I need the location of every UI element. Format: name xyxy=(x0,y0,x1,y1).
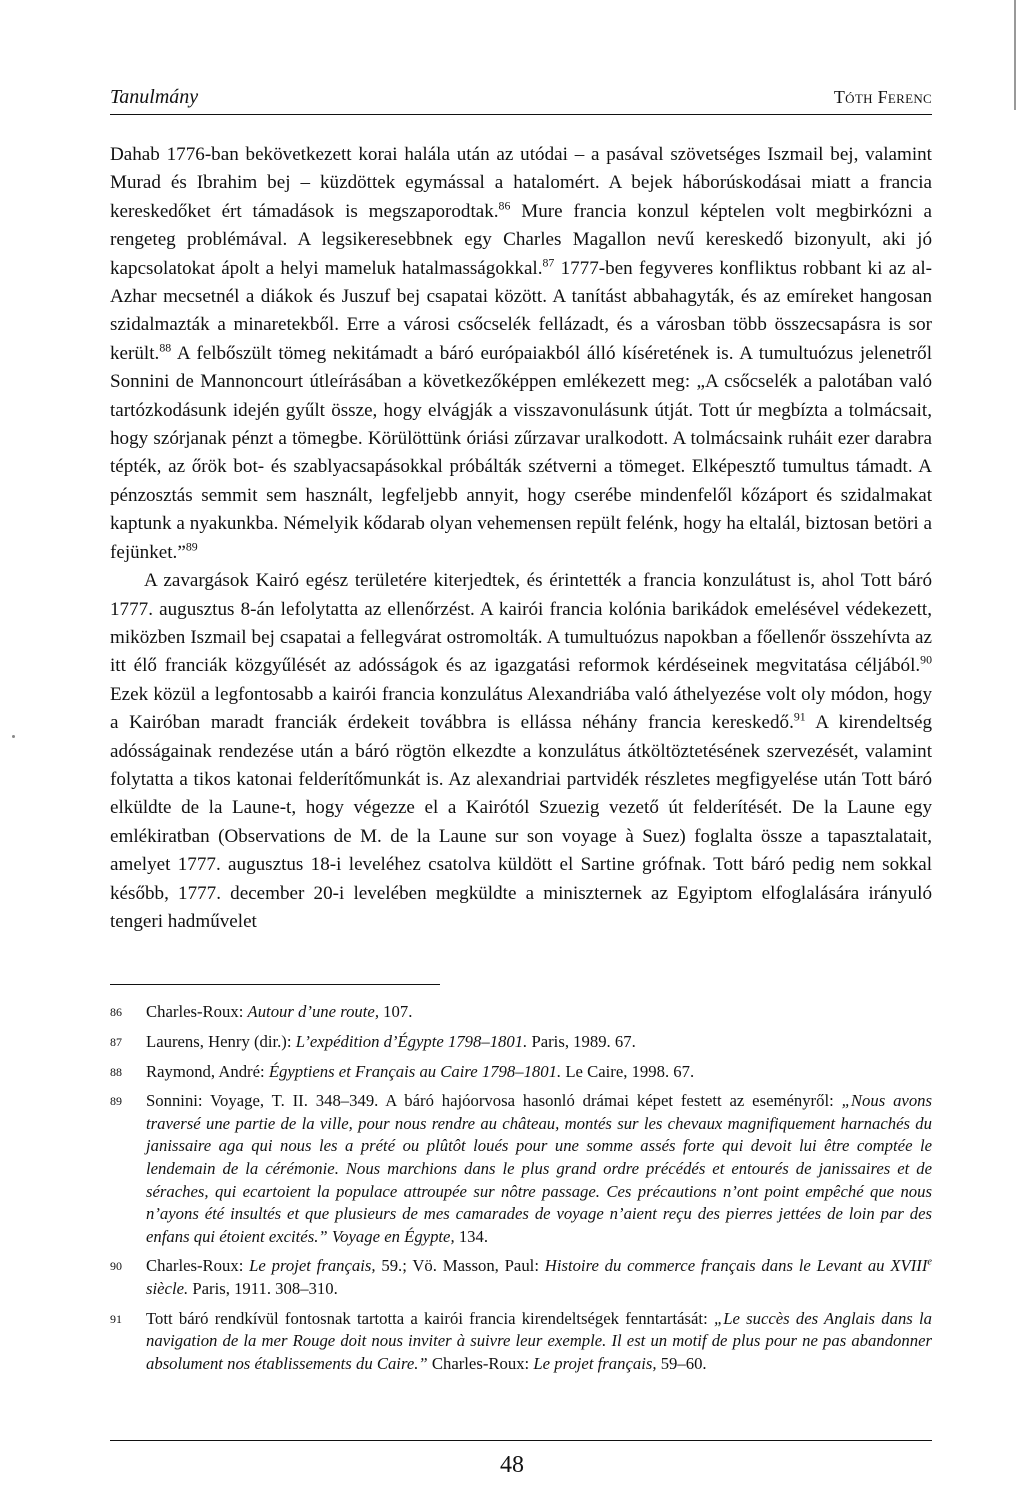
text-run: A kirendeltség adósságainak rendezése után a báró rögtön elkezdte a konzulátus átköltöztetésének szervezését, valamint folytatta a tikos katonai felderítőmunkát is. Az alexandriai partvidék részletes megfigyelése után Tott báró elküldte de la Laune-t, hogy végezze el a Kairótól Szuezig vezető út felderítését. De la Laune egy emlékiratban (Observations de M. de la Laune sur son voyage à Suez) foglalta össze a tapasztalatait, amelyet 1777. augusztus 18-i leveléhez csatolva küldött el Sartine grófnak. Tott báró pedig nem sokkal később, 1777. december 20-i levelében megküldte a miniszternek az Egyiptom elfoglalására irányuló tengeri hadművelet xyxy=(110,712,932,932)
footnote-number: 89 xyxy=(110,1094,122,1109)
footnote-number: 90 xyxy=(110,1259,122,1274)
text-run: Charles-Roux: xyxy=(427,1353,534,1373)
scan-edge-line xyxy=(1014,0,1016,110)
text-run: 1777-ben fegyveres konfliktus robbant ki az al-Azhar mecsetnél a diákok és Juszuf bej csapatai között. A tanítást abbahagyták, és az emíreket hangosan szidalmazták a minaretekből. Erre a városi csőcselék fellázadt, és a városban több összecsapásra is sor került. xyxy=(110,257,932,364)
footnote-ref: 89 xyxy=(185,539,198,554)
footnote xyxy=(110,1061,932,1084)
running-header xyxy=(110,86,932,115)
footnote-number: 87 xyxy=(110,1034,122,1049)
italic-run: Le projet français, xyxy=(249,1256,376,1276)
italic-run: Égyptiens et Français au Caire 1798–1801. xyxy=(268,1061,562,1081)
text-run: 134. xyxy=(454,1226,489,1246)
scan-speck xyxy=(12,735,15,738)
text-run: 59.; Vö. Masson, Paul: xyxy=(375,1256,545,1276)
text-run: 107. xyxy=(379,1002,413,1022)
bottom-rule xyxy=(110,1440,932,1441)
italic-run: siècle. xyxy=(146,1278,189,1298)
italic-run: Histoire du commerce français dans le Levant au XVIII xyxy=(544,1256,928,1276)
italic-run: „Le succès des Anglais dans la navigation de la mer Rouge doit nous inviter à suivre leur exemple. Il est un motif de plus pour ne pas abandonner absolument nos établissements du Caire.” xyxy=(146,1308,932,1373)
footnote-ref: 86 xyxy=(498,198,511,213)
text-run: Ezek közül a legfontosabb a kairói francia konzulátus Alexandriába való áthelyezése volt oly módon, hogy a Kairóban maradt franciák érdekeit továbbra is ellássa néhány francia kereskedő. xyxy=(110,683,932,734)
text-run: Charles-Roux: xyxy=(146,1002,248,1022)
text-run: Laurens, Henry (dir.): xyxy=(146,1031,296,1051)
italic-run: „Nous avons traversé une partie de la ville, pour nous rendre au château, montés sur les chevaux magnifiquement harnachés du janissaire aga qui nous les a prété ou plûtôt loués pour une somme assés forte qui devoit lui être comptée le lendemain de la cérémonie. Nous marchions dans le plus grand ordre précédés et entourés de janissaires et de séraches, qui ecartoient la populace attroupée sur nôtre passage. Ces précautions n’ont point empêché que nous n’ayons été insultés et que plusieurs de mes camarades de voyage n’aient reçu des pierres jettées de loin par des enfans qui étoient excités.” xyxy=(146,1091,933,1246)
italic-run: Le projet français, xyxy=(533,1353,657,1373)
footnote-number: 91 xyxy=(110,1311,122,1326)
footnote-text xyxy=(146,1031,932,1054)
paragraph xyxy=(110,567,932,936)
author-name: Tóth Ferenc xyxy=(833,87,932,107)
paragraph xyxy=(110,141,932,567)
text-run: Dahab 1776-ban bekövetkezett korai halála után az utódai – a pasával szövetséges Iszmail bej, valamint Murad és Ibrahim bej – küzdöttek egymással a hatalomért. A bejek háborúskodásai miatt a francia kereskedőket ért támadások is megszaporodtak. xyxy=(110,144,932,222)
text-run: 59–60. xyxy=(656,1353,707,1373)
footnote-text xyxy=(146,1061,932,1084)
footnote-ref: 90 xyxy=(920,652,932,667)
page xyxy=(110,86,932,1382)
italic-run: Autour d’une route, xyxy=(247,1002,379,1022)
footnote-number: 86 xyxy=(110,1005,122,1020)
text-run: Tott báró rendkívül fontosnak tartotta a kairói francia kirendeltségek fenntartását: xyxy=(146,1308,714,1328)
text-run: A zavargások Kairó egész területére kiterjedtek, és érintették a francia konzulátust is, ahol Tott báró 1777. augusztus 8-án lefolytatta az ellenőrzést. A kairói francia kolónia barikádok emelésével védekezett, miközben Iszmail bej csapatai a fellegvárat ostromolták. A tumultuózus napokban a főellenőr összehívta az itt élő franciák közgyűlését az adósságok és az igazgatási reformok kérdéseinek megvitatása céljából. xyxy=(110,570,932,677)
italic-run: Voyage en Égypte, xyxy=(331,1226,455,1246)
text-run: Paris, 1911. 308–310. xyxy=(188,1278,338,1298)
footnote-text xyxy=(146,1001,932,1024)
footnote-ref: 91 xyxy=(793,709,806,724)
footnote-separator xyxy=(110,984,440,985)
text-run: Charles-Roux: xyxy=(146,1256,250,1276)
text-run: Le Caire, 1998. 67. xyxy=(561,1061,695,1081)
footnote-number: 88 xyxy=(110,1064,122,1079)
footnote xyxy=(110,1031,932,1054)
superscript: e xyxy=(927,1256,932,1268)
text-run: Mure francia konzul képtelen volt megbirkózni a rengeteg problémával. A legsikeresebbnek egy Charles Magallon nevű kereskedő bizonyult, aki jó kapcsolatokat ápolt a helyi mameluk hatalmasságokkal. xyxy=(110,200,932,279)
page-number: 48 xyxy=(500,1452,524,1478)
footnote xyxy=(110,1001,932,1024)
footnote-ref: 88 xyxy=(159,340,172,355)
journal-title: Tanulmány xyxy=(110,86,199,108)
footnote xyxy=(110,1090,932,1248)
text-run: A felbőszült tömeg nekitámadt a báró európaiakból álló kíséretének is. A tumultuózus jelenetről Sonnini de Mannoncourt útleírásában a következőképpen emlékezett meg: „A csőcselék a palotában való tartózkodásunk idején gyűlt össze, hogy elvágják a visszavonulásunk útját. Tott úr megbízta a tolmácsait, hogy szórjanak pénzt a tömegbe. Körülöttünk óriási zűrzavar uralkodott. A tolmácsaink ruháit ezer darabra tépték, az őrök bot- és szablyacsapásokkal próbálták szétverni a tömeget. Elképesztő tumultus támadt. A pénzosztás semmit sem használt, legfeljebb annyit, hogy cserébe mindenfelől kőzáport és szidalmakat kaptunk a nyakunkba. Némelyik kődarab olyan vehemensen repült felénk, hogy ha eltalál, biztosan betöri a fejünket.” xyxy=(110,342,932,563)
footnote xyxy=(110,1255,932,1300)
footnote-ref: 87 xyxy=(542,255,555,270)
footnote-text xyxy=(146,1308,932,1376)
text-run: Raymond, André: xyxy=(146,1061,269,1081)
text-run: Sonnini: Voyage, T. II. 348–349. A báró hajóorvosa hasonló drámai képet festett az eseményről: xyxy=(146,1091,842,1111)
footnotes xyxy=(110,1001,932,1375)
text-run: Paris, 1989. 67. xyxy=(527,1031,636,1051)
italic-run: L’expédition d’Égypte 1798–1801. xyxy=(295,1031,528,1051)
footnote xyxy=(110,1308,932,1376)
footnote-text xyxy=(146,1255,932,1300)
footnote-text xyxy=(146,1090,932,1248)
main-text xyxy=(110,141,932,936)
